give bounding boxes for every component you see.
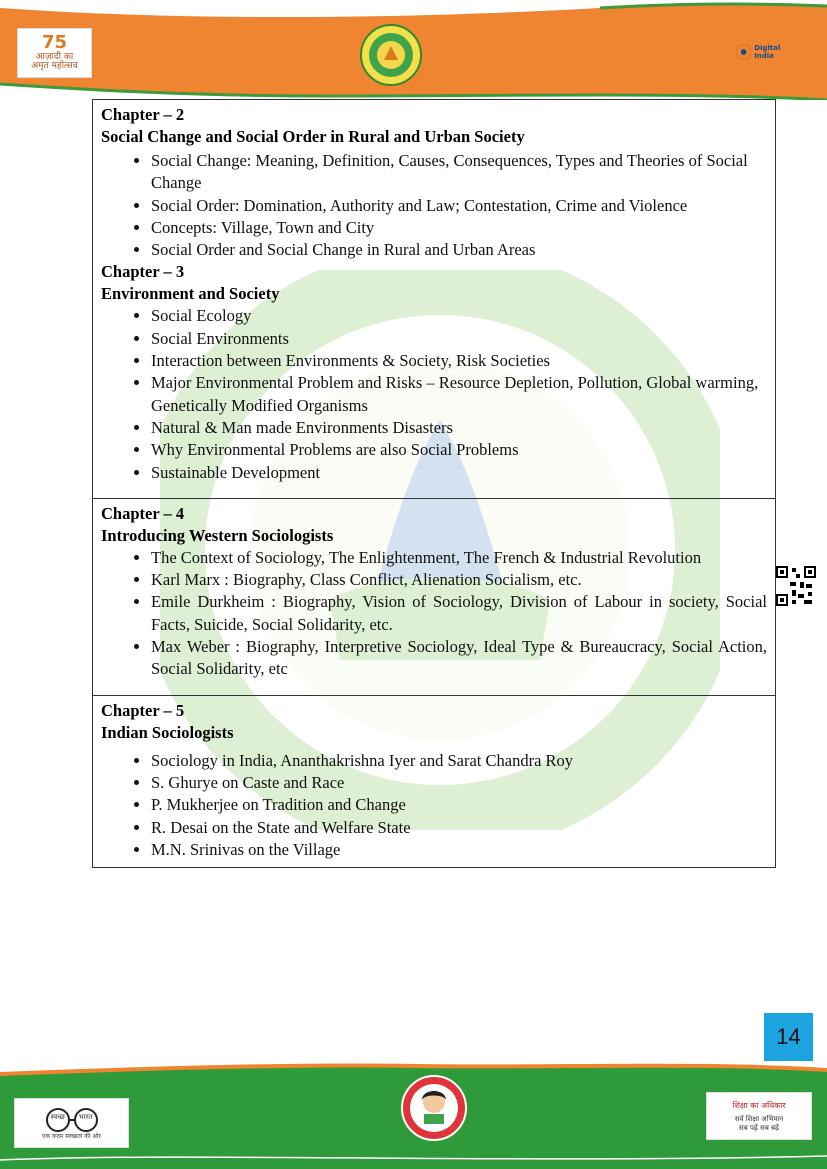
list-item: • Major Environmental Problem and Risks – Resource Depletion, Pollution, Global warming, Genetically Modified Organisms bbox=[151, 372, 767, 417]
chapter-title: Social Change and Social Order in Rural and Urban Society bbox=[101, 127, 525, 146]
list-item: • S. Ghurye on Caste and Race bbox=[151, 772, 767, 794]
list-item: • R. Desai on the State and Welfare State bbox=[151, 817, 767, 839]
qr-code-icon[interactable] bbox=[776, 566, 816, 606]
list-item: • Max Weber : Biography, Interpretive Sociology, Ideal Type & Bureaucracy, Social Action, Social Solidarity, etc bbox=[151, 636, 767, 681]
list-item: • Interaction between Environments & Society, Risk Societies bbox=[151, 350, 767, 372]
list-item: • Sociology in India, Ananthakrishna Iyer and Sarat Chandra Roy bbox=[151, 750, 767, 772]
list-item: • Social Environments bbox=[151, 328, 767, 350]
chapter-number: Chapter – 2 bbox=[101, 105, 185, 124]
topic-list bbox=[101, 547, 767, 681]
swachh-bharat-logo: स्वच्छ भारत एक कदम स्वच्छता की ओर bbox=[14, 1098, 129, 1148]
list-item: • P. Mukherjee on Tradition and Change bbox=[151, 794, 767, 816]
beti-bachao-beti-padhao-icon bbox=[400, 1072, 468, 1144]
list-item: • Social Order: Domination, Authority and Law; Contestation, Crime and Violence bbox=[151, 195, 767, 217]
digital-india-logo: Digital India bbox=[736, 38, 800, 66]
chapter-5-section bbox=[93, 695, 775, 867]
shiksha-ka-adhikar-logo: शिक्षा का अधिकार सर्व शिक्षा अभियान सब पढ़ें सब बढ़ें bbox=[706, 1092, 812, 1140]
list-item: • The Context of Sociology, The Enlightenment, The French & Industrial Revolution bbox=[151, 547, 767, 569]
topic-list bbox=[101, 305, 767, 483]
chapter-4-section bbox=[93, 498, 775, 695]
chapter-title: Introducing Western Sociologists bbox=[101, 525, 334, 545]
digital-india-icon bbox=[736, 42, 751, 62]
chapter-number: Chapter – 4 bbox=[101, 503, 185, 523]
list-item: • Why Environmental Problems are also Social Problems bbox=[151, 439, 767, 461]
chapter-title: Indian Sociologists bbox=[101, 722, 234, 742]
list-item: • M.N. Srinivas on the Village bbox=[151, 839, 767, 861]
list-item: • Sustainable Development bbox=[151, 462, 767, 484]
chapter-number: Chapter – 5 bbox=[101, 700, 185, 720]
list-item: • Social Change: Meaning, Definition, Causes, Consequences, Types and Theories of Social Change bbox=[151, 150, 767, 195]
board-seal-icon bbox=[360, 24, 422, 86]
chapter-2-section bbox=[93, 100, 775, 498]
list-item: • Natural & Man made Environments Disasters bbox=[151, 417, 767, 439]
page-number: 14 bbox=[764, 1013, 813, 1061]
topic-list bbox=[101, 750, 767, 861]
chapter-number: Chapter – 3 bbox=[101, 262, 185, 282]
list-item: • Social Ecology bbox=[151, 305, 767, 327]
azadi-ka-amrit-mahotsav-logo: 75 आज़ादी का अमृत महोत्सव bbox=[17, 28, 92, 78]
topic-list bbox=[101, 150, 767, 261]
list-item: • Concepts: Village, Town and City bbox=[151, 217, 767, 239]
chapter-title: Environment and Society bbox=[101, 284, 280, 304]
list-item: • Emile Durkheim : Biography, Vision of Sociology, Division of Labour in society, Social Facts, Suicide, Social Solidarity, etc. bbox=[151, 591, 767, 636]
syllabus-table bbox=[92, 99, 776, 868]
list-item: • Karl Marx : Biography, Class Conflict, Alienation Socialism, etc. bbox=[151, 569, 767, 591]
list-item: • Social Order and Social Change in Rural and Urban Areas bbox=[151, 239, 767, 261]
